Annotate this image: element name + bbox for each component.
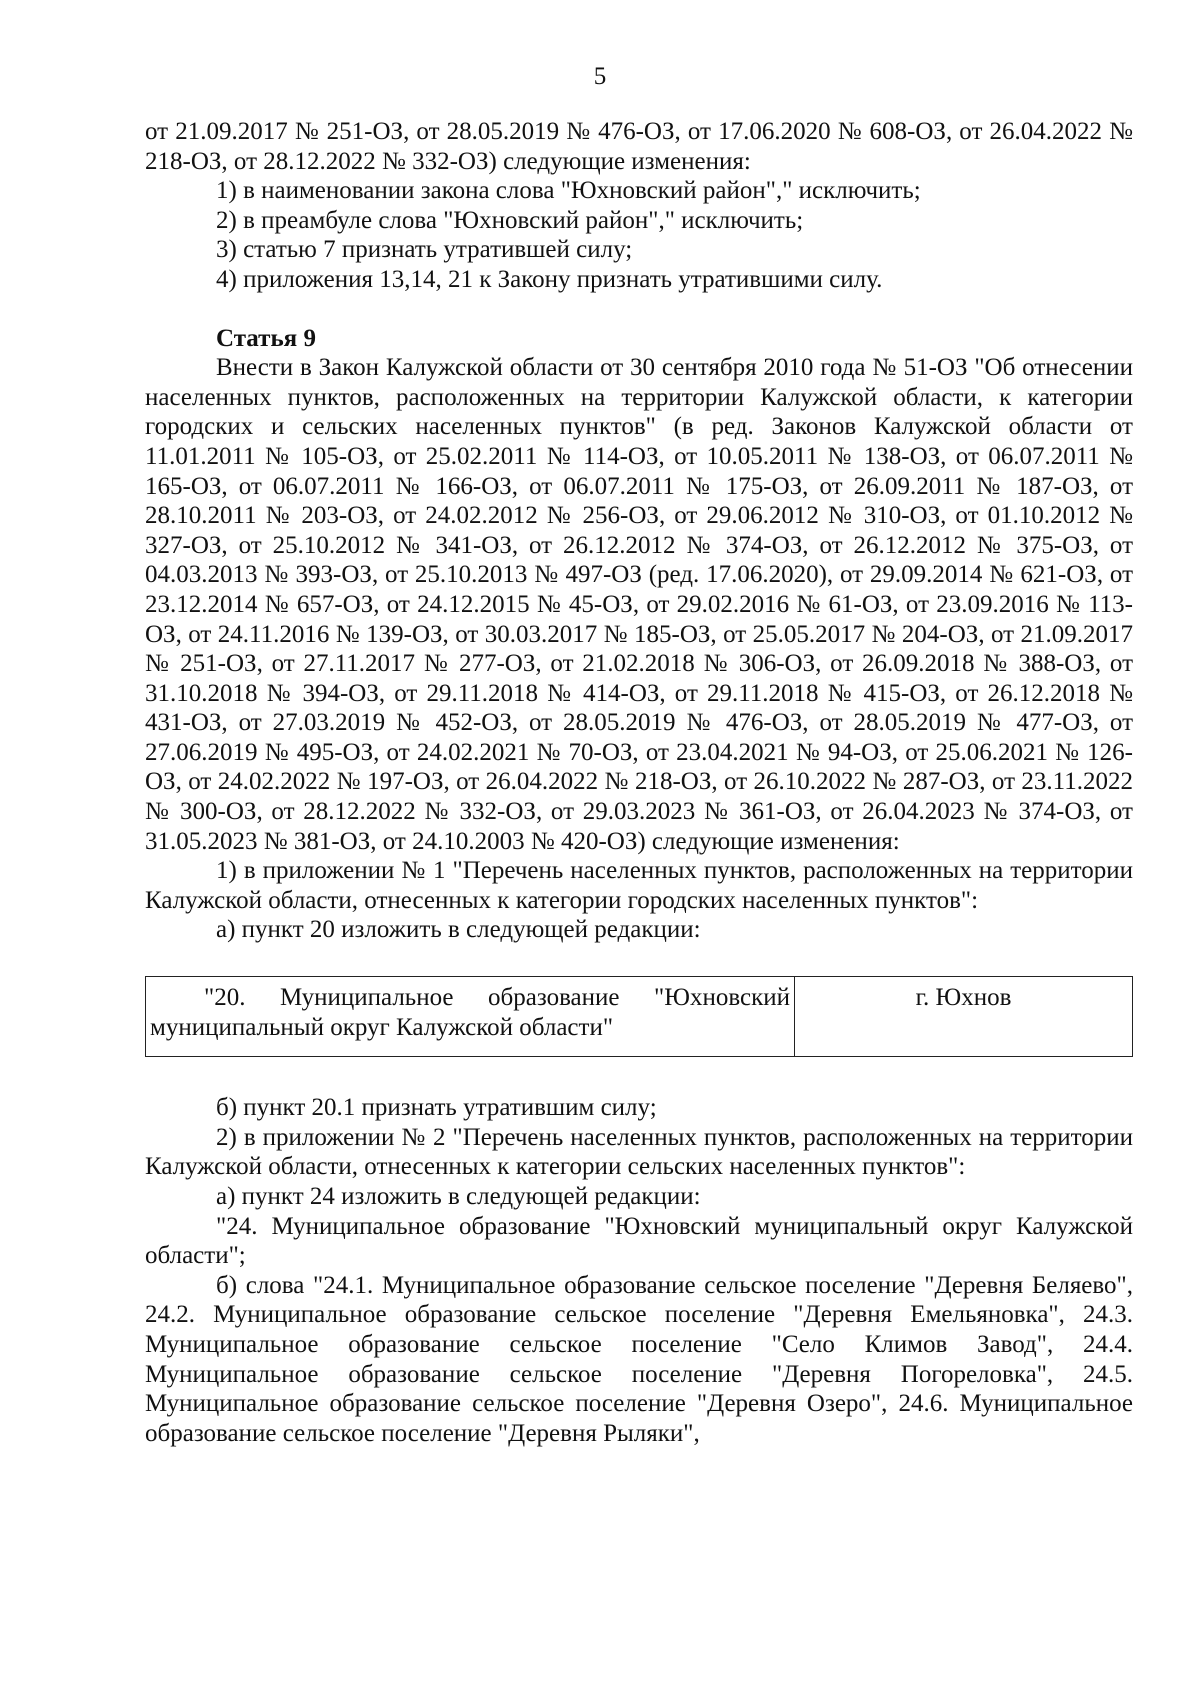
page-number: 5 bbox=[593, 63, 607, 90]
table-cell-settlement: г. Юхнов bbox=[795, 977, 1133, 1057]
amendment-item-2a: а) пункт 24 изложить в следующей редакции: bbox=[216, 1183, 701, 1210]
list-item: 2) в преамбуле слова "Юхновский район"," исключить; bbox=[216, 206, 804, 234]
table-cell-text: "20. Муниципальное образование "Юхновский муниципальный округ Калужской области" bbox=[150, 984, 790, 1041]
amendment-item-2b: б) слова "24.1. Муниципальное образование сельское поселение "Деревня Беляево", 24.2. Муниципальное образование сельское поселение "Деревня Емельяновка", 24.3. Муниципальное образование сельское поселение "Село Климов Завод", 24.4. Муниципальное образование сельское поселение "Деревня Погореловка", 24.5. Муниципальное образование сельское поселение "Деревня Озеро", 24.6. Муниципальное образование сельское поселение "Деревня Рыляки", bbox=[145, 1271, 1133, 1447]
article8-continuation: от 21.09.2017 № 251-ОЗ, от 28.05.2019 № 476-ОЗ, от 17.06.2020 № 608-ОЗ, от 26.04.2022 № 218-ОЗ, от 28.12.2022 № 332-ОЗ) следующие изменения: bbox=[145, 118, 1133, 175]
table-row bbox=[146, 977, 1133, 1057]
article-heading: Статья 9 bbox=[216, 324, 316, 352]
article9-body: Внести в Закон Калужской области от 30 сентября 2010 года № 51-ОЗ "Об отнесении населенных пунктов, расположенных на территории Калужской области, к категории городских и сельских населенных пунктов" (в ред. Законов Калужской области от 11.01.2011 № 105-ОЗ, от 25.02.2011 № 114-ОЗ, от 10.05.2011 № 138-ОЗ, от 06.07.2011 № 165-ОЗ, от 06.07.2011 № 166-ОЗ, от 06.07.2011 № 175-ОЗ, от 26.09.2011 № 187-ОЗ, от 28.10.2011 № 203-ОЗ, от 24.02.2012 № 256-ОЗ, от 29.06.2012 № 310-ОЗ, от 01.10.2012 № 327-ОЗ, от 25.10.2012 № 341-ОЗ, от 26.12.2012 № 374-ОЗ, от 26.12.2012 № 375-ОЗ, от 04.03.2013 № 393-ОЗ, от 25.10.2013 № 497-ОЗ (ред. 17.06.2020), от 29.09.2014 № 621-ОЗ, от 23.12.2014 № 657-ОЗ, от 24.12.2015 № 45-ОЗ, от 29.02.2016 № 61-ОЗ, от 23.09.2016 № 113-ОЗ, от 24.11.2016 № 139-ОЗ, от 30.03.2017 № 185-ОЗ, от 25.05.2017 № 204-ОЗ, от 21.09.2017 № 251-ОЗ, от 27.11.2017 № 277-ОЗ, от 21.02.2018 № 306-ОЗ, от 26.09.2018 № 388-ОЗ, от 31.10.2018 № 394-ОЗ, от 29.11.2018 № 414-ОЗ, от 29.11.2018 № 415-ОЗ, от 26.12.2018 № 431-ОЗ, от 27.03.2019 № 452-ОЗ, от 28.05.2019 № 476-ОЗ, от 28.05.2019 № 477-ОЗ, от 27.06.2019 № 495-ОЗ, от 24.02.2021 № 70-ОЗ, от 23.04.2021 № 94-ОЗ, от 25.06.2021 № 126-ОЗ, от 24.02.2022 № 197-ОЗ, от 26.04.2022 № 218-ОЗ, от 26.10.2022 № 287-ОЗ, от 23.11.2022 № 300-ОЗ, от 28.12.2022 № 332-ОЗ, от 29.03.2023 № 361-ОЗ, от 26.04.2023 № 374-ОЗ, от 31.05.2023 № 381-ОЗ, от 24.10.2003 № 420-ОЗ) следующие изменения: bbox=[145, 354, 1133, 855]
amendment-item-1b: б) пункт 20.1 признать утратившим силу; bbox=[216, 1094, 657, 1122]
table-cell-municipality bbox=[146, 977, 795, 1057]
amendment-item-1a: а) пункт 20 изложить в следующей редакции: bbox=[216, 916, 701, 944]
list-item: 3) статью 7 признать утратившей силу; bbox=[216, 236, 633, 264]
amendment-item-2a-text: "24. Муниципальное образование "Юхновский муниципальный округ Калужской области"; bbox=[145, 1212, 1133, 1270]
document-body bbox=[145, 117, 1133, 1448]
amendment-item-1: 1) в приложении № 1 "Перечень населенных пунктов, расположенных на территории Калужской области, отнесенных к категории городских населенных пунктов": bbox=[145, 857, 1133, 914]
amendment-item-2: 2) в приложении № 2 "Перечень населенных пунктов, расположенных на территории Калужской области, отнесенных к категории сельских населенных пунктов": bbox=[145, 1123, 1133, 1181]
list-item: 1) в наименовании закона слова "Юхновский район"," исключить; bbox=[216, 177, 921, 205]
list-item: 4) приложения 13,14, 21 к Закону признать утратившими силу. bbox=[216, 265, 883, 293]
amendment-table bbox=[145, 976, 1133, 1057]
